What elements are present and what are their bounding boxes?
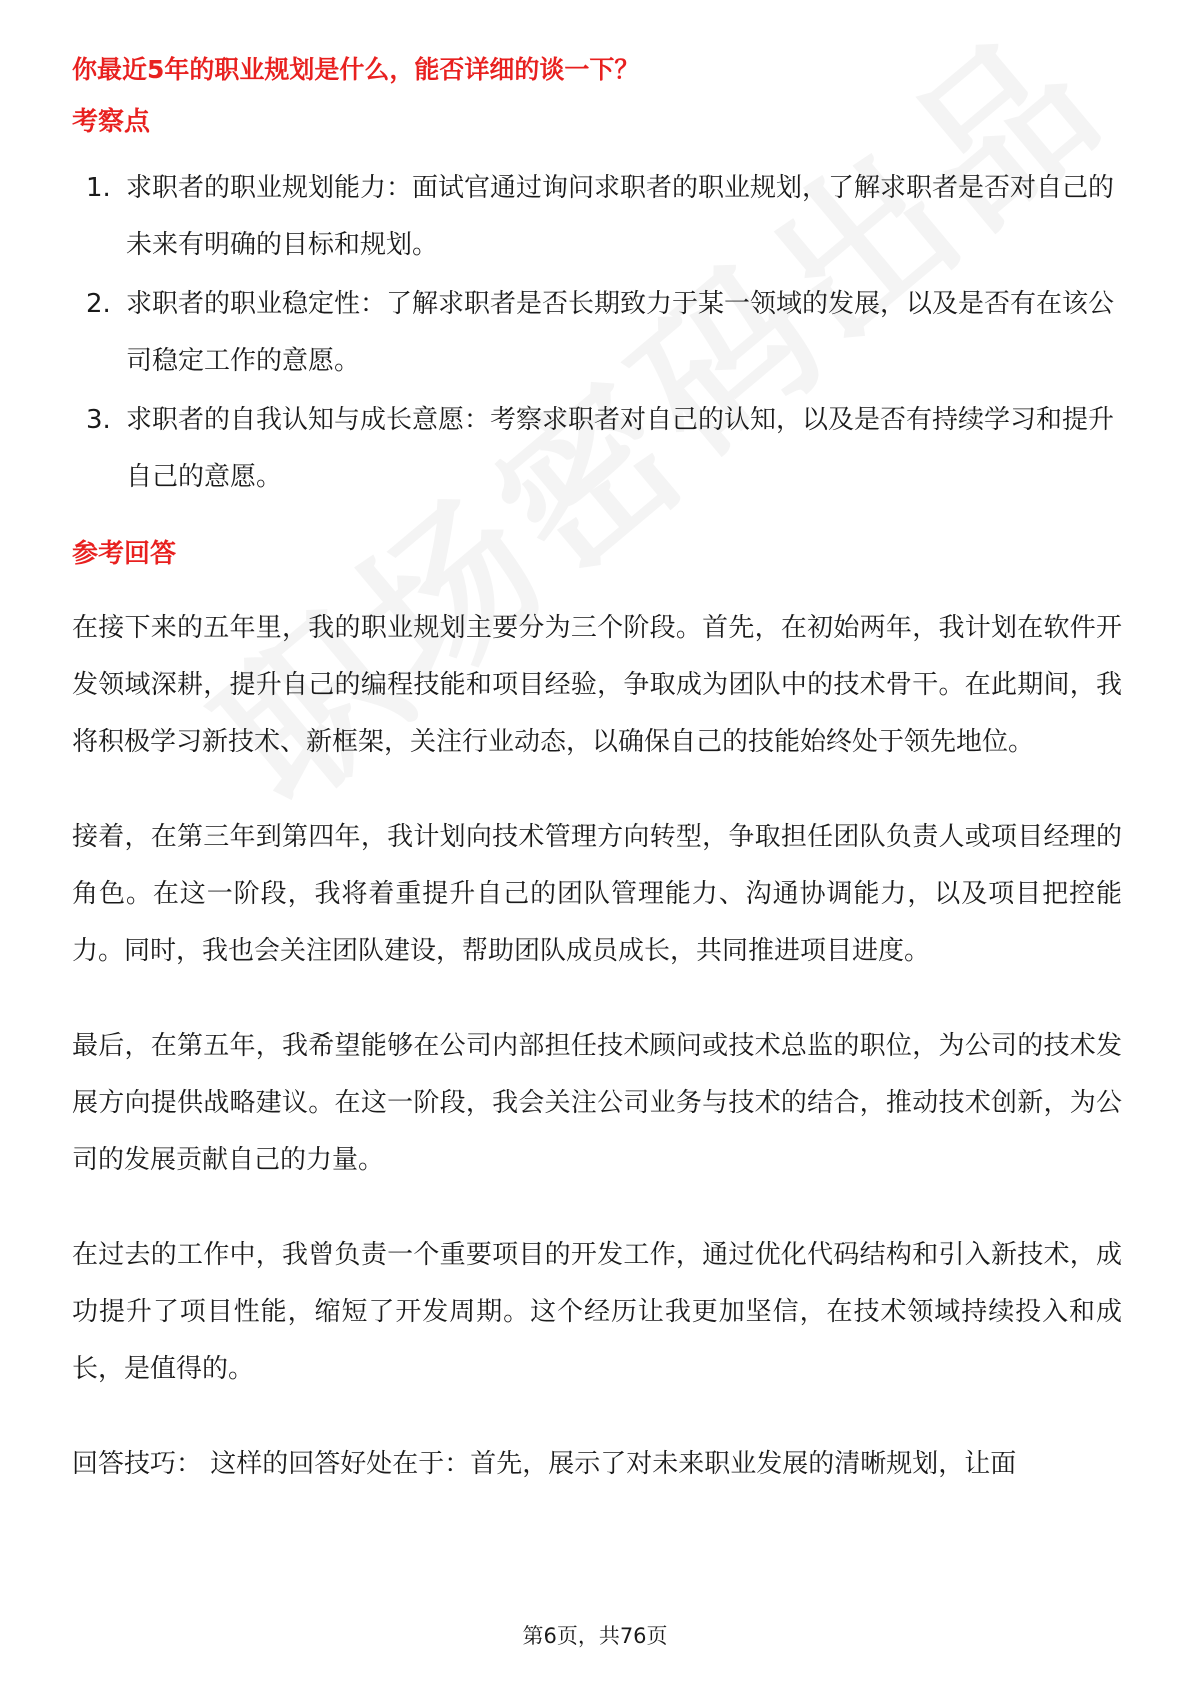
answer-paragraph: 回答技巧： 这样的回答好处在于：首先，展示了对未来职业发展的清晰规划，让面	[72, 1449, 1017, 1479]
list-item	[72, 276, 1122, 390]
list-item-text: 求职者的职业规划能力：面试官通过询问求职者的职业规划，了解求职者是否对自己的未来有明确的目标和规划。	[126, 173, 1115, 260]
answer-paragraph: 在过去的工作中，我曾负责一个重要项目的开发工作，通过优化代码结构和引入新技术，成功提升了项目性能，缩短了开发周期。这个经历让我更加坚信，在技术领域持续投入和成长，是值得的。	[72, 1240, 1122, 1384]
list-item-number: 3.	[86, 405, 111, 435]
list-item	[72, 392, 1122, 506]
examine-points-list	[72, 160, 1122, 506]
answer-paragraph: 接着，在第三年到第四年，我计划向技术管理方向转型，争取担任团队负责人或项目经理的角色。在这一阶段，我将着重提升自己的团队管理能力、沟通协调能力，以及项目把控能力。同时，我也会关注团队建设，帮助团队成员成长，共同推进项目进度。	[72, 822, 1122, 966]
list-item-number: 2.	[86, 289, 111, 319]
list-item-text: 求职者的职业稳定性：了解求职者是否长期致力于某一领域的发展，以及是否有在该公司稳定工作的意愿。	[126, 289, 1115, 376]
list-item-text: 求职者的自我认知与成长意愿：考察求职者对自己的认知，以及是否有持续学习和提升自己的意愿。	[126, 405, 1115, 492]
list-item-number: 1.	[86, 173, 111, 203]
answer-body	[72, 600, 1122, 1493]
section-heading-answer: 参考回答	[72, 539, 177, 569]
section-heading-examine: 考察点	[72, 107, 151, 137]
list-item	[72, 160, 1122, 274]
question-title: 你最近5年的职业规划是什么，能否详细的谈一下？	[72, 55, 640, 84]
answer-paragraph: 在接下来的五年里，我的职业规划主要分为三个阶段。首先，在初始两年，我计划在软件开发领域深耕，提升自己的编程技能和项目经验，争取成为团队中的技术骨干。在此期间，我将积极学习新技术、新框架，关注行业动态，以确保自己的技能始终处于领先地位。	[72, 613, 1122, 757]
answer-paragraph: 最后，在第五年，我希望能够在公司内部担任技术顾问或技术总监的职位，为公司的技术发展方向提供战略建议。在这一阶段，我会关注公司业务与技术的结合，推动技术创新，为公司的发展贡献自己的力量。	[72, 1031, 1122, 1175]
page-content	[72, 52, 1122, 1531]
page-number: 第6页，共76页	[522, 1624, 668, 1648]
